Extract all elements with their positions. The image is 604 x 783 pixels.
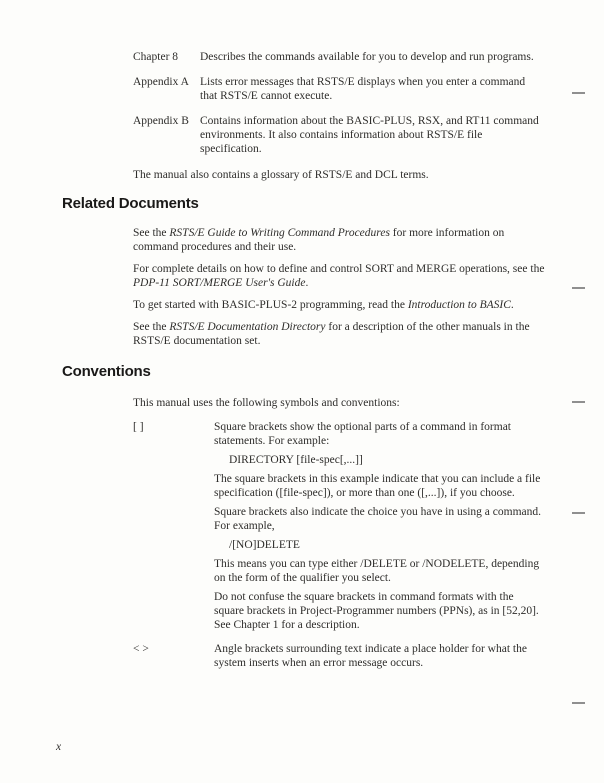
list-term: Appendix A: [133, 76, 189, 88]
convention-entry-square-brackets: [133, 420, 547, 637]
page-number: x: [56, 741, 62, 753]
paragraph-text: For complete details on how to define and control SORT and MERGE operations, see the: [133, 263, 545, 275]
conventions-section: [133, 396, 547, 680]
command-example: /[NO]DELETE: [229, 539, 300, 551]
list-item: [133, 75, 547, 103]
convention-symbol: < >: [133, 643, 149, 655]
revision-mark-icon: [572, 401, 585, 403]
command-example: DIRECTORY [file-spec[,...]]: [229, 454, 363, 466]
paragraph: This means you can type either /DELETE or /NODELETE, depending on the form of the qualifier you select.: [214, 558, 540, 584]
list-description: Describes the commands available for you to develop and run programs.: [200, 51, 534, 63]
paragraph-text: See the: [133, 321, 170, 333]
convention-entry-angle-brackets: [133, 642, 547, 675]
paragraph: Square brackets show the optional parts of a command in format statements. For example:: [214, 421, 512, 447]
paragraph: Angle brackets surrounding text indicate a place holder for what the system inserts when an error message occurs.: [214, 643, 527, 669]
list-term: Chapter 8: [133, 51, 179, 63]
revision-mark-icon: [572, 287, 585, 289]
paragraph: Do not confuse the square brackets in command formats with the square brackets in Project-Programmer numbers (PPNs), as in [52,20]. See Chapter 1 for a description.: [214, 591, 539, 631]
document-title: Introduction to BASIC: [407, 299, 511, 311]
convention-description: [214, 642, 546, 675]
paragraph-text: .: [510, 299, 514, 311]
document-title: RSTS/E Documentation Directory: [169, 321, 326, 333]
revision-mark-icon: [572, 702, 585, 704]
section-heading-related-documents: Related Documents: [62, 195, 199, 212]
paragraph-text: for more information on command procedures and their use.: [133, 227, 505, 253]
paragraph-text: for a description of the other manuals in the RSTS/E documentation set.: [133, 321, 530, 347]
document-title: PDP-11 SORT/MERGE User's Guide: [133, 277, 306, 289]
convention-symbol: [ ]: [133, 421, 144, 433]
convention-description: [214, 420, 546, 637]
paragraph: [133, 226, 547, 254]
chapter-list: [133, 50, 547, 182]
paragraph: Square brackets also indicate the choice you have in using a command. For example,: [214, 506, 542, 532]
section-heading-conventions: Conventions: [62, 363, 151, 380]
related-documents-section: [133, 226, 547, 356]
document-title: RSTS/E Guide to Writing Command Procedures: [169, 227, 390, 239]
list-item: [133, 114, 547, 156]
paragraph: [133, 320, 547, 348]
paragraph-text: See the: [133, 227, 170, 239]
conventions-intro: This manual uses the following symbols and conventions:: [133, 397, 400, 409]
list-description: Contains information about the BASIC-PLUS, RSX, and RT11 command environments. It also contains information about RSTS/E file specification.: [200, 115, 539, 155]
list-term: Appendix B: [133, 115, 189, 127]
revision-mark-icon: [572, 92, 585, 94]
paragraph: The square brackets in this example indicate that you can include a file specification ([file-spec]), or more than one ([,...]), if you choose.: [214, 473, 541, 499]
glossary-note: The manual also contains a glossary of RSTS/E and DCL terms.: [133, 169, 429, 181]
paragraph: [133, 262, 547, 290]
paragraph-text: To get started with BASIC-PLUS-2 programming, read the: [133, 299, 408, 311]
revision-mark-icon: [572, 512, 585, 514]
list-item: [133, 50, 547, 64]
list-description: Lists error messages that RSTS/E displays when you enter a command that RSTS/E cannot execute.: [200, 76, 526, 102]
paragraph: [133, 298, 547, 312]
paragraph-text: .: [305, 277, 309, 289]
